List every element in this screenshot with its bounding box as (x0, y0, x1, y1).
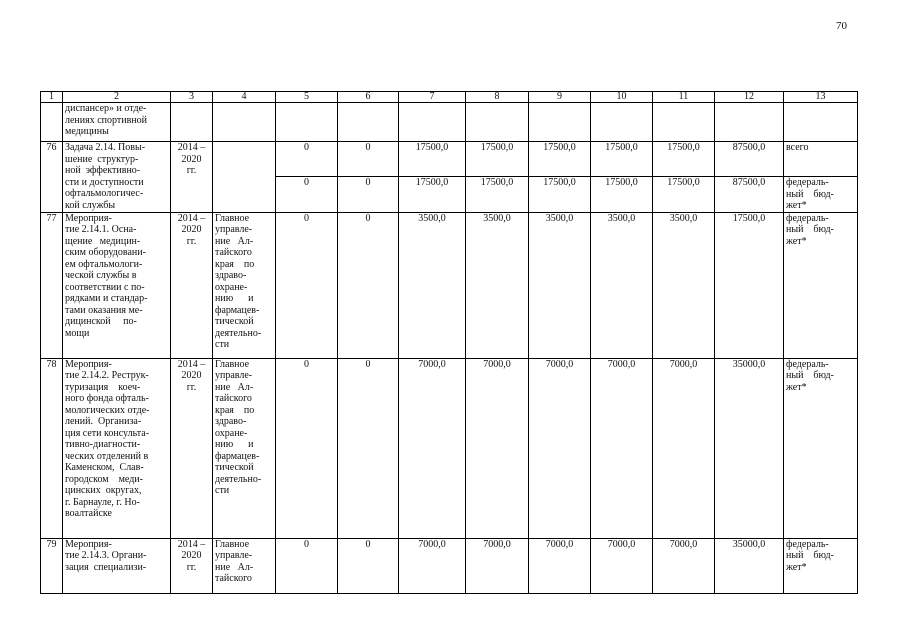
activity-name: Мероприя- тие 2.14.2. Реструк- туризация коеч- ного фонда офталь- мологических отде- лений. Организа- ция сети консульта- тивно-диагности- ческих отделений в Каменском, Слав- городском меди- цинских округах, г. Барнауле, г. Но- воалтайске (65, 358, 150, 519)
value-cell: 3500,0 (399, 212, 466, 358)
value-cell: 0 (338, 212, 399, 358)
row-number-cell: 76 (41, 142, 63, 213)
program-table (40, 91, 858, 594)
value-cell: 0 (338, 177, 399, 213)
activity-name: Задача 2.14. Повы- шение структур- ной эффективно- сти и доступности офтальмологичес- кой службы (65, 142, 146, 211)
period-cell (171, 212, 213, 358)
period: 2014 – 2020 гг. (177, 212, 206, 247)
activity-name-cell (63, 212, 171, 358)
value-cell: 0 (276, 212, 338, 358)
value-cell: 17500,0 (715, 212, 784, 358)
value-cell: 7000,0 (529, 358, 591, 538)
source-cell (784, 212, 858, 358)
value-cell (529, 103, 591, 142)
executor: Главное управле- ние Ал- тайского края по здраво- охране- нию и фармацев- тической деятельно- сти (215, 358, 262, 496)
value-cell (591, 103, 653, 142)
value-cell: 17500,0 (529, 177, 591, 213)
value-cell: 87500,0 (715, 177, 784, 213)
value-cell: 35000,0 (715, 538, 784, 593)
activity-name: Мероприя- тие 2.14.1. Осна- щение медицин- ским оборудовани- ем офтальмологи- ческой службы в соответствии с по- рядками и стандар- тами оказания ме- дицинской по- мощи (65, 212, 148, 339)
table-row-continuation (41, 103, 858, 142)
value-cell: 17500,0 (653, 142, 715, 177)
value-cell: 7000,0 (591, 538, 653, 593)
row-number-cell: 79 (41, 538, 63, 593)
table-row-77 (41, 212, 858, 358)
value-cell: 7000,0 (529, 538, 591, 593)
value-cell: 7000,0 (466, 358, 529, 538)
table-header-row (41, 92, 858, 103)
header-cell: 7 (399, 92, 466, 103)
header-cell: 12 (715, 92, 784, 103)
executor: Главное управле- ние Ал- тайского (215, 538, 254, 584)
funding-source: федераль- ный бюд- жет* (786, 177, 834, 211)
header-cell: 9 (529, 92, 591, 103)
source-cell (784, 103, 858, 142)
source-cell (784, 358, 858, 538)
table-row-76 (41, 142, 858, 177)
value-cell: 7000,0 (591, 358, 653, 538)
page-number: 70 (836, 20, 847, 32)
value-cell: 0 (338, 358, 399, 538)
header-cell: 1 (41, 92, 63, 103)
header-cell: 11 (653, 92, 715, 103)
row-number-cell (41, 103, 63, 142)
table-row-78 (41, 358, 858, 538)
value-cell: 7000,0 (466, 538, 529, 593)
table-row-79 (41, 538, 858, 593)
value-cell: 17500,0 (466, 142, 529, 177)
value-cell: 17500,0 (591, 142, 653, 177)
period-cell (171, 358, 213, 538)
executor: Главное управле- ние Ал- тайского края по здраво- охране- нию и фармацев- тической деятельно- сти (215, 212, 262, 350)
value-cell: 7000,0 (399, 358, 466, 538)
value-cell: 17500,0 (466, 177, 529, 213)
value-cell: 3500,0 (529, 212, 591, 358)
value-cell: 7000,0 (653, 538, 715, 593)
value-cell (399, 103, 466, 142)
value-cell: 17500,0 (591, 177, 653, 213)
funding-source: федераль- ный бюд- жет* (786, 212, 834, 247)
value-cell: 17500,0 (653, 177, 715, 213)
value-cell (715, 103, 784, 142)
value-cell: 17500,0 (529, 142, 591, 177)
header-cell: 2 (63, 92, 171, 103)
value-cell: 3500,0 (653, 212, 715, 358)
header-cell: 13 (784, 92, 858, 103)
value-cell: 0 (276, 177, 338, 213)
header-cell: 3 (171, 92, 213, 103)
source-cell (784, 538, 858, 593)
activity-name: Мероприя- тие 2.14.3. Органи- зация специализи- (65, 538, 147, 573)
activity-name: диспансер» и отде- лениях спортивной медицины (65, 103, 148, 137)
executor-cell (213, 538, 276, 593)
activity-name-cell (63, 358, 171, 538)
executor-cell (213, 142, 276, 213)
row-number-cell: 78 (41, 358, 63, 538)
source-cell (784, 142, 858, 177)
header-cell: 6 (338, 92, 399, 103)
period: 2014 – 2020 гг. (177, 142, 206, 176)
value-cell: 0 (338, 538, 399, 593)
executor-cell (213, 358, 276, 538)
header-cell: 4 (213, 92, 276, 103)
funding-source: федераль- ный бюд- жет* (786, 358, 834, 393)
period-cell (171, 142, 213, 213)
value-cell: 0 (338, 142, 399, 177)
period-cell (171, 103, 213, 142)
value-cell (276, 103, 338, 142)
value-cell: 7000,0 (399, 538, 466, 593)
value-cell: 0 (276, 538, 338, 593)
funding-source: всего (786, 142, 809, 153)
value-cell (466, 103, 529, 142)
header-cell: 8 (466, 92, 529, 103)
period-cell (171, 538, 213, 593)
value-cell: 0 (276, 142, 338, 177)
value-cell: 3500,0 (591, 212, 653, 358)
executor-cell (213, 212, 276, 358)
value-cell: 17500,0 (399, 177, 466, 213)
value-cell: 7000,0 (653, 358, 715, 538)
source-cell (784, 177, 858, 213)
value-cell (338, 103, 399, 142)
funding-source: федераль- ный бюд- жет* (786, 538, 834, 573)
value-cell (653, 103, 715, 142)
value-cell: 3500,0 (466, 212, 529, 358)
value-cell: 0 (276, 358, 338, 538)
header-cell: 10 (591, 92, 653, 103)
header-cell: 5 (276, 92, 338, 103)
period: 2014 – 2020 гг. (177, 358, 206, 393)
activity-name-cell (63, 538, 171, 593)
value-cell: 35000,0 (715, 358, 784, 538)
executor-cell (213, 103, 276, 142)
row-number-cell: 77 (41, 212, 63, 358)
period: 2014 – 2020 гг. (177, 538, 206, 573)
value-cell: 87500,0 (715, 142, 784, 177)
activity-name-cell (63, 142, 171, 213)
activity-name-cell (63, 103, 171, 142)
value-cell: 17500,0 (399, 142, 466, 177)
